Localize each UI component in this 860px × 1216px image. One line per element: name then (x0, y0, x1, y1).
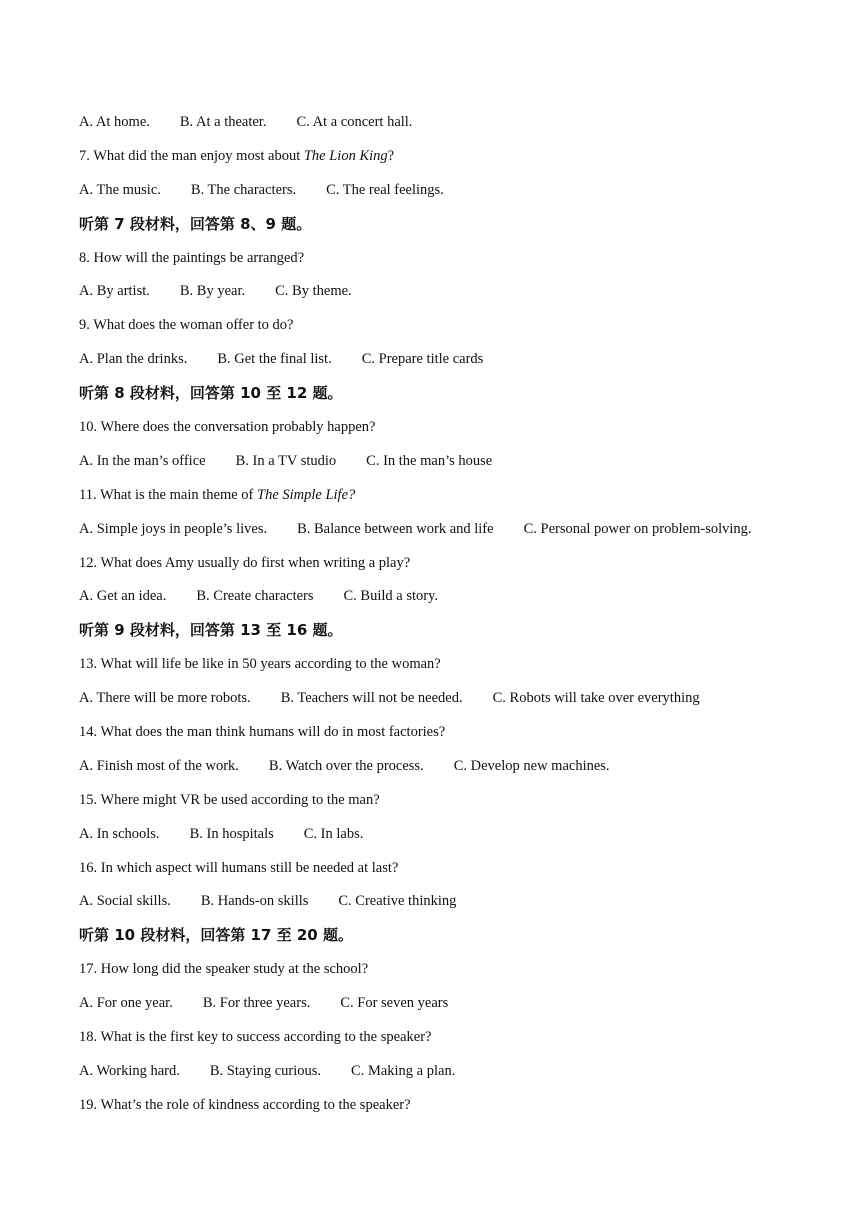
answer-option: A. By artist. (79, 283, 150, 300)
question-text-part: 8. How will the paintings be arranged? (79, 249, 305, 266)
question-title-italic: The Lion King (303, 147, 388, 164)
question-text (79, 1094, 799, 1128)
answer-option: B. Watch over the process. (268, 757, 424, 774)
answer-options (79, 179, 799, 213)
answer-option: C. Develop new machines. (453, 757, 610, 774)
question-text (79, 653, 799, 687)
answer-options (79, 687, 799, 721)
answer-options (79, 111, 799, 145)
answer-option: C. For seven years (340, 995, 449, 1012)
question-text (79, 1026, 799, 1060)
question-text (79, 721, 799, 755)
answer-option: C. Creative thinking (338, 893, 457, 910)
question-text (79, 857, 799, 891)
answer-option: A. In schools. (79, 825, 160, 842)
answer-option: B. Hands-on skills (200, 893, 309, 910)
question-text-part: 11. What is the main theme of (79, 486, 257, 503)
answer-options (79, 518, 799, 552)
answer-option: B. The characters. (190, 181, 297, 198)
answer-option: C. Robots will take over everything (492, 690, 700, 707)
section-heading: 听第 8 段材料，回答第 10 至 12 题。 (79, 384, 343, 403)
document-page (79, 111, 799, 1128)
question-text-part: ? (387, 147, 395, 164)
answer-option: A. For one year. (79, 995, 173, 1012)
answer-option: C. In labs. (303, 825, 364, 842)
answer-option: C. Build a story. (343, 588, 439, 605)
answer-option: B. In hospitals (189, 825, 274, 842)
question-text (79, 416, 799, 450)
question-text (79, 314, 799, 348)
answer-option: B. For three years. (202, 995, 311, 1012)
question-text-part: 10. Where does the conversation probably happen? (79, 419, 376, 436)
question-text-part: 9. What does the woman offer to do? (79, 317, 294, 334)
question-text-part: 13. What will life be like in 50 years according to the woman? (79, 656, 441, 673)
question-text-part: 16. In which aspect will humans still be needed at last? (79, 859, 399, 876)
question-text (79, 958, 799, 992)
answer-option: C. Personal power on problem-solving. (523, 520, 752, 537)
section-heading: 听第 7 段材料，回答第 8、9 题。 (79, 214, 312, 233)
answer-options (79, 450, 799, 484)
answer-options (79, 890, 799, 924)
answer-option: C. In the man’s house (366, 452, 493, 469)
question-text-part: 17. How long did the speaker study at the school? (79, 961, 369, 978)
section-heading: 听第 10 段材料，回答第 17 至 20 题。 (79, 926, 353, 945)
question-title-italic: The Simple Life? (257, 486, 356, 503)
answer-options (79, 755, 799, 789)
question-text (79, 552, 799, 586)
answer-option: C. Prepare title cards (361, 351, 484, 368)
answer-options (79, 992, 799, 1026)
answer-option: B. Teachers will not be needed. (280, 690, 463, 707)
question-text-part: 15. Where might VR be used according to the man? (79, 791, 380, 808)
question-text (79, 484, 799, 518)
answer-options (79, 585, 799, 619)
answer-option: A. Working hard. (79, 1062, 180, 1079)
answer-option: A. Simple joys in people’s lives. (79, 520, 268, 537)
answer-option: A. The music. (79, 181, 161, 198)
answer-option: B. In a TV studio (235, 452, 337, 469)
question-text-part: 18. What is the first key to success according to the speaker? (79, 1029, 432, 1046)
answer-option: C. The real feelings. (326, 181, 444, 198)
answer-option: A. Finish most of the work. (79, 757, 239, 774)
answer-option: C. At a concert hall. (296, 114, 413, 130)
answer-option: B. Balance between work and life (297, 520, 494, 537)
answer-option: B. By year. (179, 283, 246, 300)
question-text-part: 12. What does Amy usually do first when writing a play? (79, 554, 411, 571)
answer-option: B. At a theater. (179, 114, 267, 130)
answer-option: A. At home. (79, 114, 150, 130)
question-text-part: 19. What’s the role of kindness according to the speaker? (79, 1096, 411, 1113)
question-text (79, 145, 799, 179)
question-text (79, 789, 799, 823)
answer-options (79, 823, 799, 857)
answer-option: B. Staying curious. (209, 1062, 322, 1079)
section-heading: 听第 9 段材料，回答第 13 至 16 题。 (79, 621, 343, 640)
answer-option: A. Get an idea. (79, 588, 167, 605)
answer-option: C. Making a plan. (351, 1062, 456, 1079)
answer-option: A. In the man’s office (79, 452, 206, 469)
answer-options (79, 348, 799, 382)
answer-option: C. By theme. (275, 283, 352, 300)
answer-option: A. Plan the drinks. (79, 351, 188, 368)
question-text (79, 247, 799, 281)
answer-option: A. Social skills. (79, 893, 171, 910)
question-text-part: 7. What did the man enjoy most about (79, 147, 304, 164)
answer-options (79, 1060, 799, 1094)
answer-option: B. Create characters (196, 588, 314, 605)
answer-options (79, 280, 799, 314)
answer-option: B. Get the final list. (217, 351, 332, 368)
question-text-part: 14. What does the man think humans will do in most factories? (79, 724, 446, 741)
answer-option: A. There will be more robots. (79, 690, 251, 707)
